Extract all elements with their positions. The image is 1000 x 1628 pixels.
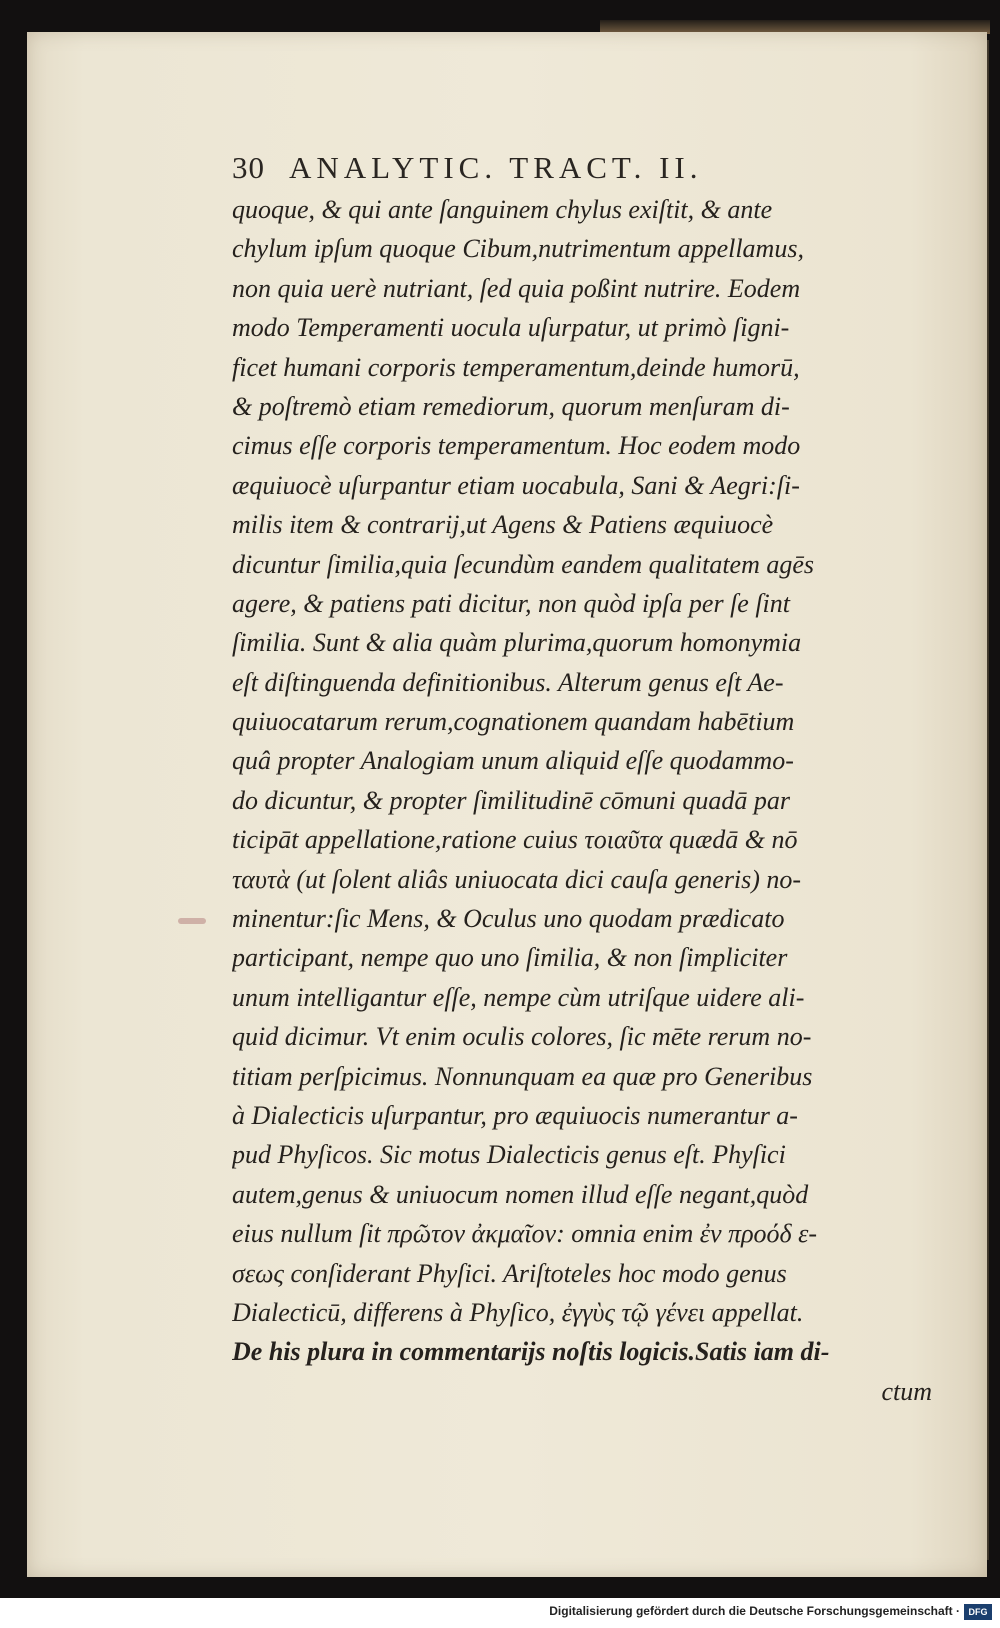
text-line: titiam perſpicimus. Nonnunquam ea quæ pro Generibus [232,1061,813,1091]
footer-credit: Digitalisierung gefördert durch die Deutsche Forschungsgemeinschaft · [549,1604,960,1618]
text-line: à Dialecticis uſurpantur, pro æquiuocis numerantur a- [232,1100,798,1130]
text-line: minentur:ſic Mens, & Oculus uno quodam prædicato [232,904,785,934]
text-line: σεως conſiderant Phyſici. Ariſtoteles hoc modo genus [232,1258,787,1288]
ink-stain [178,918,206,924]
text-line: unum intelligantur eſſe, nempe cùm utriſque uidere ali- [232,982,805,1012]
text-line: non quia uerè nutriant, ſed quia poßint nutrire. Eodem [232,273,801,303]
text-line: chylum ipſum quoque Cibum,nutrimentum appellamus, [232,234,804,264]
text-line: modo Temperamenti uocula uſurpatur, ut primò ſigni- [232,313,790,343]
text-line: quoque, & qui ante ſanguinem chylus exiſtit, & ante [232,195,773,224]
text-line: ταυτὰ (ut ſolent aliâs uniuocata dici cauſa generis) no- [232,864,802,894]
text-line: cimus eſſe corporis temperamentum. Hoc eodem modo [232,431,801,461]
text-line: Dialecticū, differens à Phyſico, ἐγγὺς τῷ γένει appellat. [232,1297,804,1327]
text-line: De his plura in commentarijs noſtis logicis.Satis iam di- [232,1337,830,1367]
text-line: do dicuntur, & propter ſimilitudinē cōmuni quadā par [232,785,791,815]
text-line: eius nullum ſit πρῶτον ἀκμαῖον: omnia enim ἐν προόδ ε- [232,1219,818,1249]
dfg-logo-icon: DFG [964,1604,992,1620]
text-line: ticipāt appellatione,ratione cuius τοιαῦτα quædā & nō [232,825,798,855]
text-line: quid dicimur. Vt enim oculis colores, ſic mēte rerum no- [232,1022,812,1052]
text-line: dicuntur ſimilia,quia ſecundùm eandem qualitatem agēs [232,549,815,579]
text-block [232,190,932,1411]
text-line: milis item & contrarij,ut Agens & Patiens æquiuocè [232,510,774,540]
text-line: agere, & patiens pati dicitur, non quòd ipſa per ſe ſint [232,588,790,618]
text-line: participant, nempe quo uno ſimilia, & non ſimpliciter [232,943,788,973]
page-number: 30 [232,150,265,185]
text-line: quâ propter Analogiam unum aliquid eſſe quodammo- [232,746,794,776]
text-line: æquiuocè uſurpantur etiam uocabula, Sani & Aegri:ſi- [232,470,800,500]
digitization-footer [0,1598,1000,1628]
text-line: eſt diſtinguenda definitionibus. Alterum genus eſt Ae- [232,667,784,697]
running-title: ANALYTIC. TRACT. II. [289,150,703,185]
text-line: quiuocatarum rerum,cognationem quandam habētium [232,707,795,737]
running-head [232,150,932,190]
text-line: ſimilia. Sunt & alia quàm plurima,quorum homonymia [232,628,802,658]
text-line: pud Phyſicos. Sic motus Dialecticis genus eſt. Phyſici [232,1140,786,1170]
text-line: & poſtremò etiam remediorum, quorum menſuram di- [232,391,790,421]
text-line: ficet humani corporis temperamentum,deinde humorū, [232,352,800,382]
catchword: ctum [881,1376,932,1406]
text-line: autem,genus & uniuocum nomen illud eſſe negant,quòd [232,1179,809,1209]
